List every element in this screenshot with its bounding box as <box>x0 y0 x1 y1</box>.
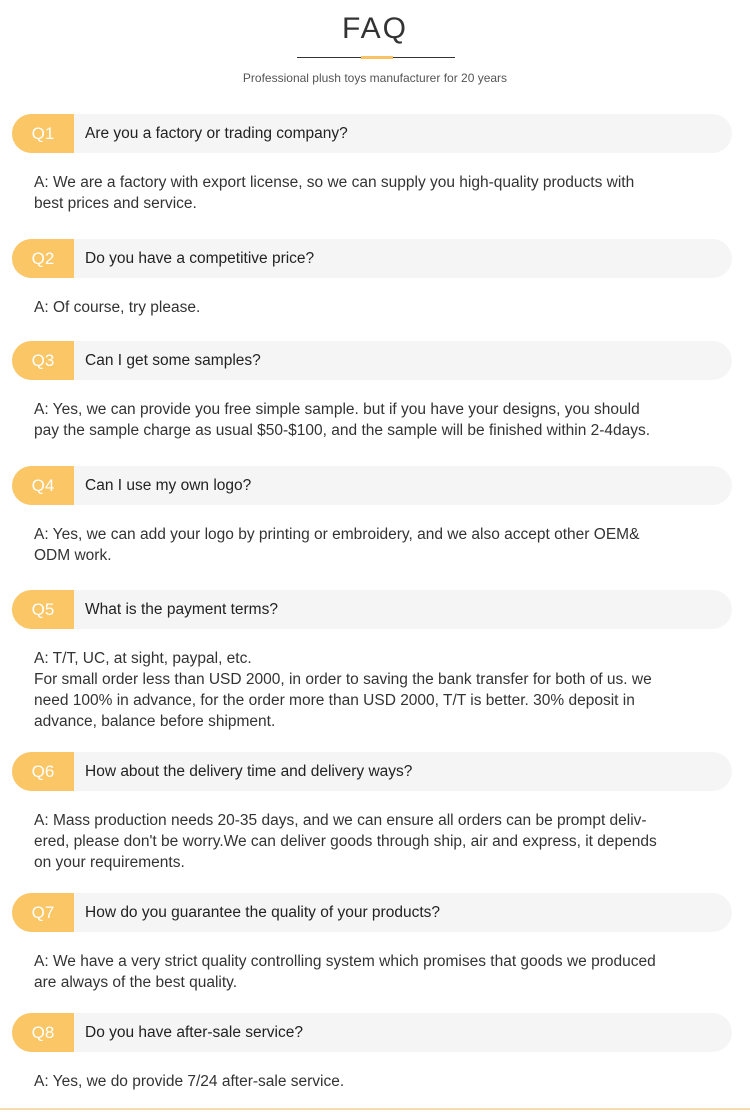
question-text: What is the payment terms? <box>85 601 278 618</box>
answer-line: advance, balance before shipment. <box>34 713 276 730</box>
faq-answer-7 <box>34 951 724 993</box>
faq-question-8[interactable] <box>12 1013 732 1052</box>
faq-question-2[interactable] <box>12 239 732 278</box>
faq-answer-6 <box>34 810 724 873</box>
faq-answer-4 <box>34 524 724 566</box>
question-number-badge: Q6 <box>12 752 74 791</box>
title-accent-bar <box>361 56 393 59</box>
question-number-badge: Q5 <box>12 590 74 629</box>
question-text: How do you guarantee the quality of your products? <box>85 904 441 921</box>
page-subtitle: Professional plush toys manufacturer for 20 years <box>242 71 508 85</box>
answer-line: ODM work. <box>34 547 112 564</box>
faq-question-7[interactable] <box>12 893 732 932</box>
question-number-badge: Q2 <box>12 239 74 278</box>
question-number-badge: Q3 <box>12 341 74 380</box>
faq-question-3[interactable] <box>12 341 732 380</box>
answer-line: A: Yes, we can add your logo by printing or embroidery, and we also accept other OEM& <box>34 526 640 543</box>
faq-answer-5 <box>34 648 724 732</box>
faq-answer-3 <box>34 399 724 441</box>
bottom-divider <box>0 1108 750 1110</box>
answer-line: A: We are a factory with export license, so we can supply you high-quality products with <box>34 174 635 191</box>
faq-question-5[interactable] <box>12 590 732 629</box>
page-title: FAQ <box>341 12 408 45</box>
question-text: Can I get some samples? <box>85 352 261 369</box>
question-number-badge: Q1 <box>12 114 74 153</box>
answer-line: A: Yes, we do provide 7/24 after-sale service. <box>34 1073 345 1090</box>
answer-line: need 100% in advance, for the order more than USD 2000, T/T is better. 30% deposit in <box>34 692 635 709</box>
answer-line: ered, please don't be worry.We can deliver goods through ship, air and express, it depends <box>34 833 657 850</box>
answer-line: A: Yes, we can provide you free simple sample. but if you have your designs, you should <box>34 401 640 418</box>
faq-answer-1 <box>34 172 724 214</box>
answer-line: A: Of course, try please. <box>34 299 201 316</box>
answer-line: on your requirements. <box>34 854 185 871</box>
faq-question-1[interactable] <box>12 114 732 153</box>
faq-question-4[interactable] <box>12 466 732 505</box>
question-number-badge: Q7 <box>12 893 74 932</box>
answer-line: are always of the best quality. <box>34 974 238 991</box>
answer-line: best prices and service. <box>34 195 197 212</box>
answer-line: A: Mass production needs 20-35 days, and we can ensure all orders can be prompt deliv- <box>34 812 647 829</box>
question-number-badge: Q8 <box>12 1013 74 1052</box>
faq-question-6[interactable] <box>12 752 732 791</box>
answer-line: A: T/T, UC, at sight, paypal, etc. <box>34 650 252 667</box>
answer-line: For small order less than USD 2000, in order to saving the bank transfer for both of us. we <box>34 671 652 688</box>
answer-line: A: We have a very strict quality controlling system which promises that goods we produced <box>34 953 656 970</box>
question-text: Do you have a competitive price? <box>85 250 315 267</box>
question-number-badge: Q4 <box>12 466 74 505</box>
faq-answer-8 <box>34 1071 724 1092</box>
question-text: How about the delivery time and delivery ways? <box>85 763 413 780</box>
faq-answer-2 <box>34 297 724 318</box>
question-text: Do you have after-sale service? <box>85 1024 303 1041</box>
answer-line: pay the sample charge as usual $50-$100, and the sample will be finished within 2-4days. <box>34 422 651 439</box>
question-text: Can I use my own logo? <box>85 477 252 494</box>
question-text: Are you a factory or trading company? <box>85 125 348 142</box>
